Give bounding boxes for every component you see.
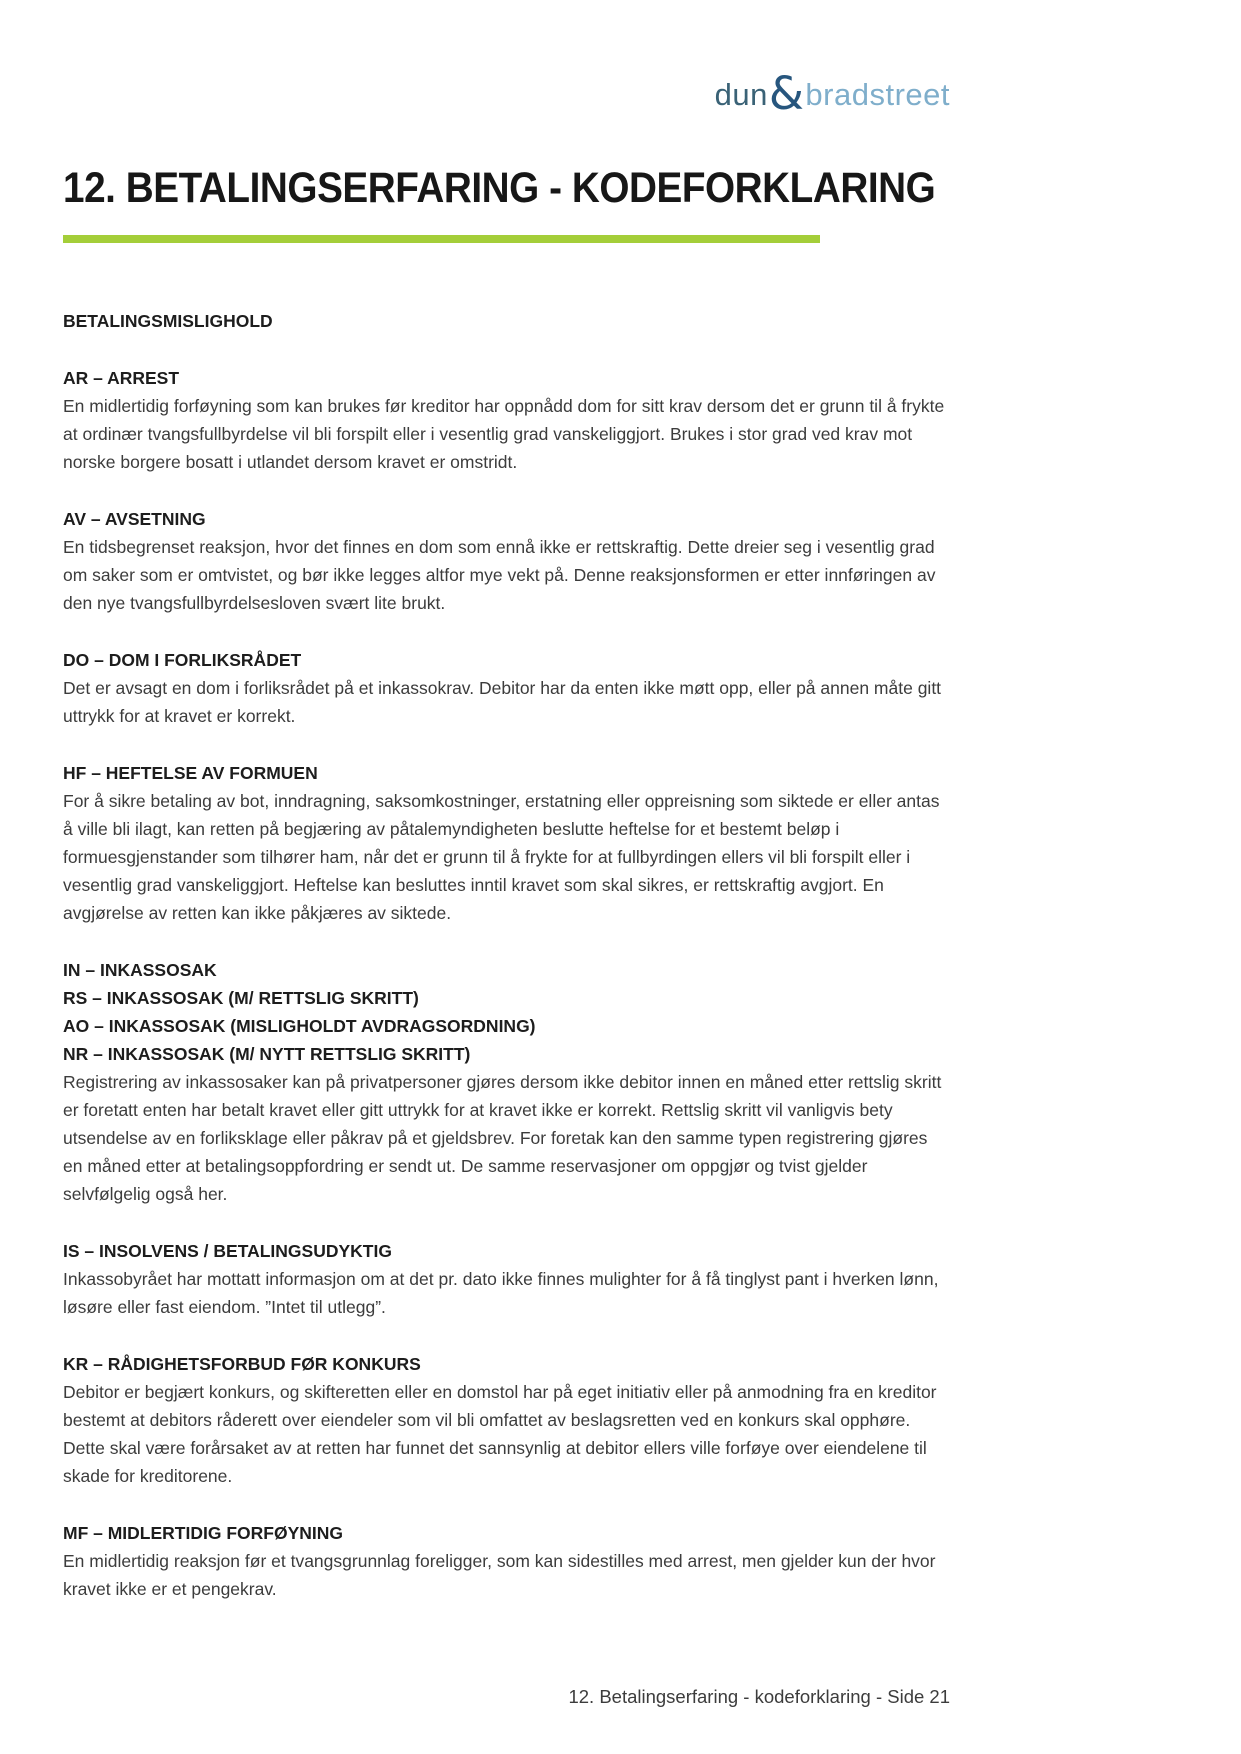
entry-heading: DO – DOM I FORLIKSRÅDET — [63, 650, 302, 670]
entry-heading: IS – INSOLVENS / BETALINGSUDYKTIG — [63, 1241, 392, 1261]
entry-do-dom-i-forliksradet — [63, 646, 947, 730]
logo-ampersand-icon: & — [768, 67, 805, 120]
entry-kr-radighetsforbud — [63, 1350, 947, 1490]
entry-body: For å sikre betaling av bot, inndragning, saksomkostninger, erstatning eller oppreisning som siktede er eller antas å ville bli ilagt, kan retten på begjæring av påtalemyndigheten beslutte heftelse for et bestemt beløp i formuesgjenstander som tilhører ham, når det er grunn til å frykte for at fullbyrdingen ellers vil bli forspilt eller i vesentlig grad vanskeliggjort. Heftelse kan besluttes inntil kravet som skal sikres, er rettskraftig avgjort. En avgjørelse av retten kan ikke påkjæres av siktede. — [63, 791, 940, 923]
entry-body: En midlertidig forføyning som kan brukes før kreditor har oppnådd dom for sitt krav dersom det er grunn til å frykte at ordinær tvangsfullbyrdelse vil bli forspilt eller i vesentlig grad vanskeliggjort. Brukes i stor grad ved krav mot norske borgere bosatt i utlandet dersom kravet er omstridt. — [63, 396, 945, 472]
entry-av-avsetning — [63, 505, 947, 617]
entry-body: Inkassobyrået har mottatt informasjon om at det pr. dato ikke finnes mulighter for å få tinglyst pant i hverken lønn, løsøre eller fast eiendom. ”Intet til utlegg”. — [63, 1269, 939, 1317]
entry-heading: AR – ARREST — [63, 368, 180, 388]
title-accent-rule — [63, 235, 820, 243]
entry-heading: AV – AVSETNING — [63, 509, 206, 529]
logo-text-bradstreet: bradstreet — [805, 77, 950, 112]
entry-ar-arrest — [63, 364, 947, 476]
document-content — [63, 164, 947, 1603]
entry-heading: IN – INKASSOSAK — [63, 960, 217, 980]
entry-heading: RS – INKASSOSAK (M/ RETTSLIG SKRITT) — [63, 988, 419, 1008]
category-heading: BETALINGSMISLIGHOLD — [63, 311, 273, 331]
entry-body: Debitor er begjært konkurs, og skifteretten eller en domstol har på eget initiativ eller på anmodning fra en kreditor bestemt at debitors råderett over eiendeler som vil bli omfattet av beslagsretten ved en konkurs skal opphøre. Dette skal være forårsaket av at retten har funnet det sannsynlig at debitor ellers ville forføye over eiendelene til skade for kreditorene. — [63, 1382, 937, 1486]
entry-body: Registrering av inkassosaker kan på privatpersoner gjøres dersom ikke debitor innen en måned etter rettslig skritt er foretatt enten har betalt kravet eller gitt uttrykk for at kravet ikke er korrekt. Rettslig skritt vil vanligvis bety utsendelse av en forliksklage eller påkrav på et gjeldsbrev. For foretak kan den samme typen registrering gjøres en måned etter at betalingsoppfordring er sendt ut. De samme reservasjoner om oppgjør og tvist gjelder selvfølgelig også her. — [63, 1072, 942, 1204]
page-title: 12. BETALINGSERFARING - KODEFORKLARING — [63, 164, 936, 212]
entry-heading: HF – HEFTELSE AV FORMUEN — [63, 763, 318, 783]
entry-body: En midlertidig reaksjon før et tvangsgrunnlag foreligger, som kan sidestilles med arrest, men gjelder kun der hvor kravet ikke er et pengekrav. — [63, 1551, 936, 1599]
entry-inkassosak-group — [63, 956, 947, 1208]
page-footer: 12. Betalingserfaring - kodeforklaring - Side 21 — [568, 1686, 950, 1707]
entry-hf-heftelse-av-formuen — [63, 759, 947, 927]
entry-is-insolvens — [63, 1237, 947, 1321]
entry-body: Det er avsagt en dom i forliksrådet på et inkassokrav. Debitor har da enten ikke møtt opp, eller på annen måte gitt uttrykk for at kravet er korrekt. — [63, 678, 942, 726]
logo-text-dun: dun — [714, 77, 768, 112]
entry-heading: KR – RÅDIGHETSFORBUD FØR KONKURS — [63, 1354, 421, 1374]
entry-body: En tidsbegrenset reaksjon, hvor det finnes en dom som ennå ikke er rettskraftig. Dette dreier seg i vesentlig grad om saker som er omtvistet, og bør ikke legges altfor mye vekt på. Denne reaksjonsformen er etter innføringen av den nye tvangsfullbyrdelsesloven svært lite brukt. — [63, 537, 936, 613]
dun-bradstreet-logo — [714, 67, 950, 120]
entry-heading: AO – INKASSOSAK (MISLIGHOLDT AVDRAGSORDNING) — [63, 1016, 536, 1036]
entry-heading: MF – MIDLERTIDIG FORFØYNING — [63, 1523, 343, 1543]
entry-mf-midlertidig-forfoyning — [63, 1519, 947, 1603]
entry-heading: NR – INKASSOSAK (M/ NYTT RETTSLIG SKRITT) — [63, 1044, 471, 1064]
